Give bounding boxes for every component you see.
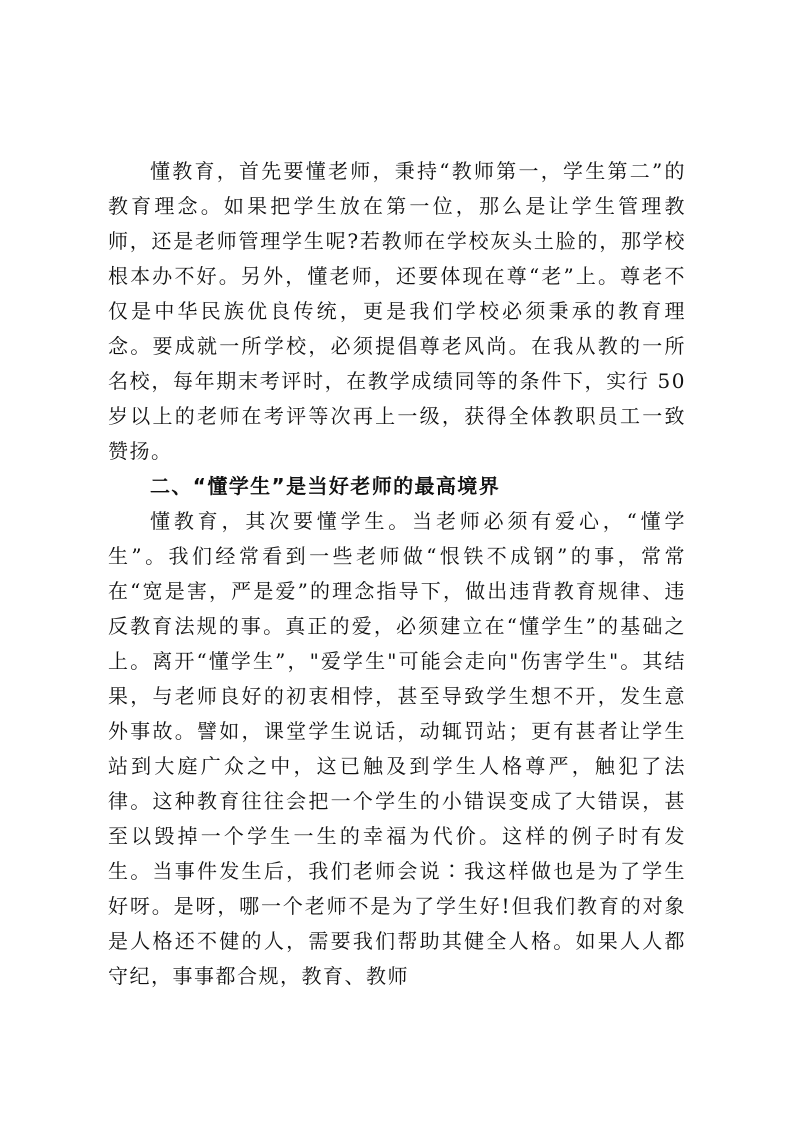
document-body: [108, 154, 686, 994]
paragraph-understand-students: 懂教育，其次要懂学生。当老师必须有爱心，“懂学生”。我们经常看到一些老师做“恨铁不成钢”的事，常常在“宽是害，严是爱”的理念指导下，做出违背教育规律、违反教育法规的事。真正的爱，必须建立在“懂学生”的基础之上。离开“懂学生”，"爱学生"可能会走向"伤害学生"。其结果，与老师良好的初衷相悖，甚至导致学生想不开，发生意外事故。譬如，课堂学生说话，动辄罚站；更有甚者让学生站到大庭广众之中，这已触及到学生人格尊严，触犯了法律。这种教育往往会把一个学生的小错误变成了大错误，甚至以毁掉一个学生一生的幸福为代价。这样的例子时有发生。当事件发生后，我们老师会说∶我这样做也是为了学生好呀。是呀，哪一个老师不是为了学生好!但我们教育的对象是人格还不健的人，需要我们帮助其健全人格。如果人人都守纪，事事都合规，教育、教师: [108, 509, 686, 988]
paragraph-understand-teachers: 懂教育，首先要懂老师，秉持“教师第一，学生第二”的教育理念。如果把学生放在第一位，那么是让学生管理教师，还是老师管理学生呢?若教师在学校灰头土脸的，那学校根本办不好。另外，懂老师，还要体现在尊“老”上。尊老不仅是中华民族优良传统，更是我们学校必须秉承的教育理念。要成就一所学校，必须提倡尊老风尚。在我从教的一所名校，每年期末考评时，在教学成绩同等的条件下，实行 50 岁以上的老师在考评等次再上一级，获得全体教职员工一致赞扬。: [108, 159, 686, 463]
section-heading-understand-students: 二、“懂学生”是当好老师的最高境界: [150, 474, 501, 498]
